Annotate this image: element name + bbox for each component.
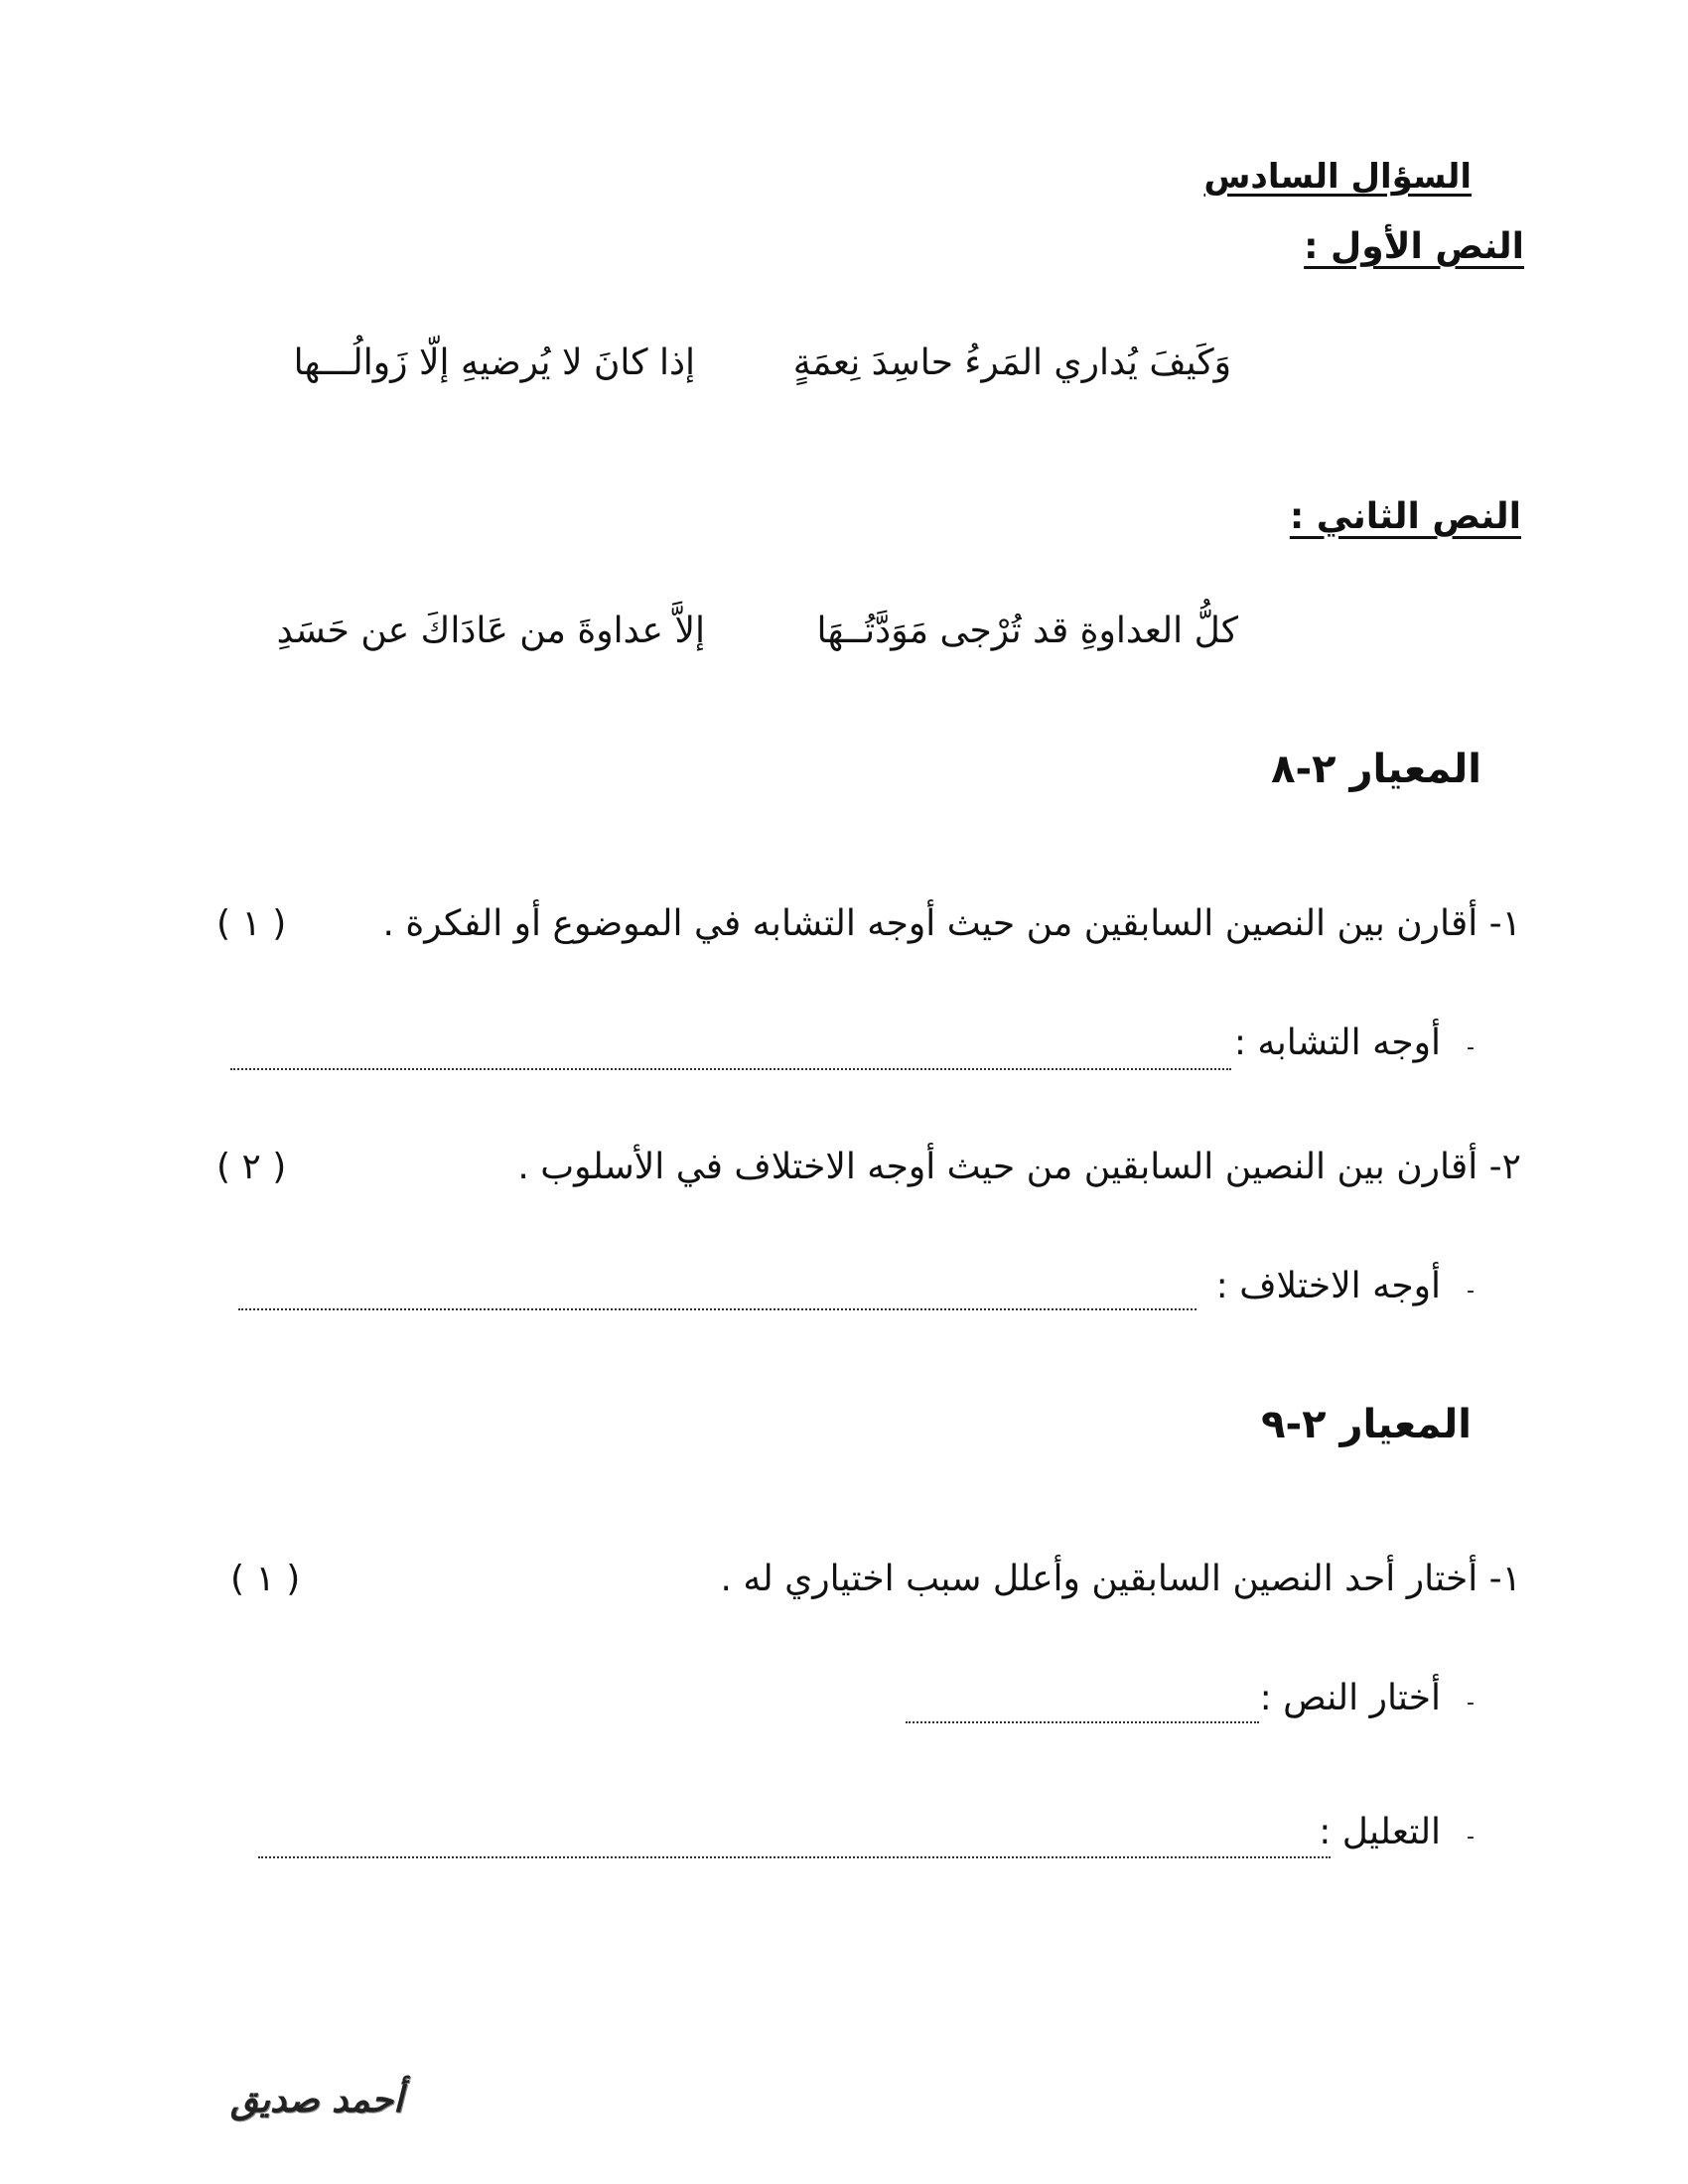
- bullet-dash: -: [1467, 1825, 1475, 1849]
- differences-answer-label: [1216, 1266, 1475, 1306]
- justification-label-text: التعليل :: [1319, 1812, 1442, 1852]
- justification-answer-label: [1319, 1812, 1475, 1852]
- text1-verse-second-hemistich: إذا كانَ لا يُرضيهِ إلّا زَوالُـــها: [293, 342, 695, 383]
- text1-label: النص الأول :: [1304, 226, 1524, 267]
- standard2-question-1: ١- أختار أحد النصين السابقين وأعلل سبب اختياري له .: [720, 1559, 1521, 1599]
- similarities-answer-line[interactable]: [230, 1068, 1231, 1070]
- chosen-text-answer-label: [1260, 1678, 1475, 1718]
- standard-2-8-title: المعيار ٢-٨: [1271, 747, 1481, 792]
- standard1-question-2-score: ( ٢ ): [216, 1147, 287, 1187]
- similarities-answer-label: [1234, 1023, 1475, 1063]
- differences-label-text: أوجه الاختلاف :: [1215, 1266, 1442, 1306]
- chosen-text-answer-line[interactable]: [906, 1721, 1259, 1723]
- text2-verse-first-hemistich: كلُّ العداوةِ قد تُرْجى مَوَدَّتُــهَا: [816, 611, 1238, 651]
- standard2-question-1-score: ( ١ ): [230, 1559, 301, 1599]
- bullet-dash: -: [1467, 1035, 1475, 1060]
- standard1-question-2: ٢- أقارن بين النصين السابقين من حيث أوجه الاختلاف في الأسلوب .: [517, 1147, 1521, 1187]
- text1-verse-first-hemistich: وَكَيفَ يُداري المَرءُ حاسِدَ نِعمَةٍ: [792, 342, 1231, 383]
- text2-label: النص الثاني :: [1289, 496, 1521, 537]
- chosen-text-label-text: أختار النص :: [1259, 1678, 1442, 1718]
- justification-answer-line[interactable]: [258, 1856, 1331, 1858]
- differences-answer-line[interactable]: [238, 1308, 1196, 1310]
- text2-verse-second-hemistich: إلاَّ عداوةَ من عَادَاكَ عن حَسَدِ: [276, 611, 705, 651]
- bullet-dash: -: [1467, 1279, 1475, 1303]
- standard1-question-1-score: ( ١ ): [216, 903, 287, 944]
- standard1-question-1: ١- أقارن بين النصين السابقين من حيث أوجه التشابه في الموضوع أو الفكرة .: [382, 903, 1521, 944]
- author-signature: أحمد صديق: [230, 2080, 404, 2120]
- similarities-label-text: أوجه التشابه :: [1233, 1023, 1442, 1063]
- standard-2-9-title: المعيار ٢-٩: [1261, 1402, 1472, 1447]
- question-heading: السؤال السادس: [1203, 157, 1472, 197]
- bullet-dash: -: [1467, 1691, 1475, 1715]
